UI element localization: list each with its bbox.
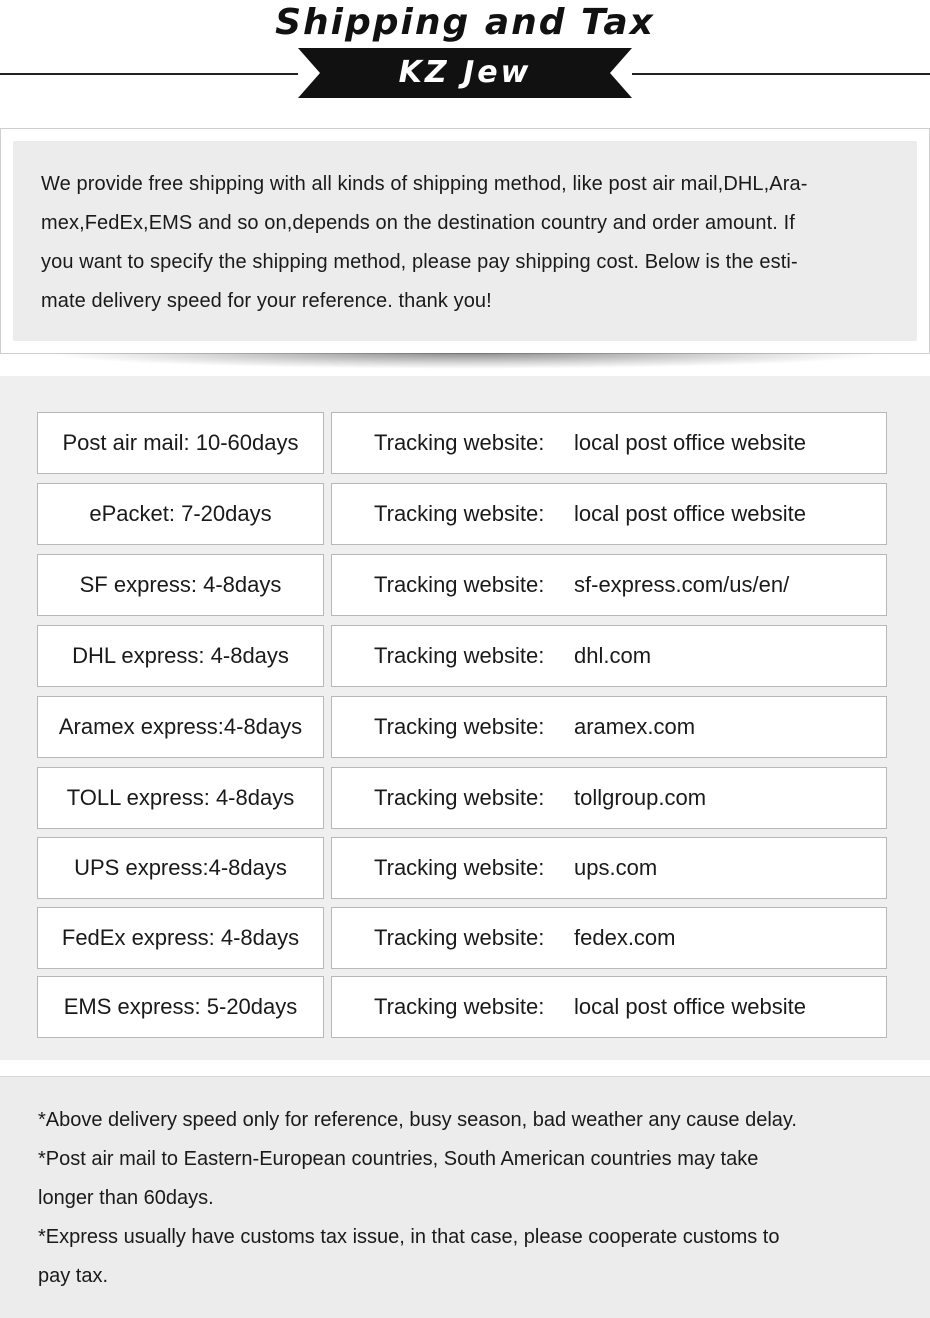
- shipping-method: SF express: 4-8days: [37, 554, 324, 616]
- shipping-method: UPS express:4-8days: [37, 837, 324, 899]
- tracking-cell: [331, 554, 887, 616]
- tracking-website: local post office website: [574, 994, 806, 1019]
- tracking-label: Tracking website:: [374, 994, 545, 1019]
- tracking-website: ups.com: [574, 855, 658, 880]
- tracking-label: Tracking website:: [374, 643, 545, 668]
- intro-inner: [13, 141, 917, 341]
- note-line: pay tax.: [38, 1265, 109, 1287]
- tracking-label: Tracking website:: [374, 855, 545, 880]
- tracking-label: Tracking website:: [374, 714, 545, 739]
- note-line: *Post air mail to Eastern-European countries, South American countries may take: [38, 1148, 759, 1170]
- tracking-cell: [331, 837, 887, 899]
- tracking-website: local post office website: [574, 501, 806, 526]
- shipping-method: Post air mail: 10-60days: [37, 412, 324, 474]
- tracking-website: aramex.com: [574, 714, 696, 739]
- tracking-cell: [331, 412, 887, 474]
- shipping-table: [0, 376, 930, 1060]
- tracking-cell: [331, 767, 887, 829]
- intro-line: We provide free shipping with all kinds of shipping method, like post air mail,DHL,Ara-: [41, 173, 808, 195]
- tracking-cell: [331, 907, 887, 969]
- shipping-method: ePacket: 7-20days: [37, 483, 324, 545]
- tracking-website: fedex.com: [574, 925, 676, 950]
- note-line: *Express usually have customs tax issue, in that case, please cooperate customs to: [38, 1226, 780, 1248]
- page-title: Shipping and Tax: [275, 2, 655, 43]
- header-divider-right: [632, 73, 930, 75]
- notes-box: [0, 1076, 930, 1318]
- shipping-method: EMS express: 5-20days: [37, 976, 324, 1038]
- intro-line: mex,FedEx,EMS and so on,depends on the destination country and order amount. If: [41, 212, 795, 234]
- note-line: longer than 60days.: [38, 1187, 214, 1209]
- intro-line: you want to specify the shipping method, please pay shipping cost. Below is the esti-: [41, 251, 798, 273]
- tracking-cell: [331, 696, 887, 758]
- note-line: *Above delivery speed only for reference, busy season, bad weather any cause delay.: [38, 1109, 797, 1131]
- tracking-cell: [331, 483, 887, 545]
- shipping-method: Aramex express:4-8days: [37, 696, 324, 758]
- tracking-cell: [331, 976, 887, 1038]
- shipping-method: FedEx express: 4-8days: [37, 907, 324, 969]
- tracking-label: Tracking website:: [374, 501, 545, 526]
- tracking-website: local post office website: [574, 430, 806, 455]
- header-divider-left: [0, 73, 298, 75]
- intro-box: [0, 128, 930, 354]
- ribbon-text: KZ Jew: [398, 55, 532, 90]
- tracking-label: Tracking website:: [374, 572, 545, 597]
- tracking-label: Tracking website:: [374, 430, 545, 455]
- tracking-cell: [331, 625, 887, 687]
- intro-line: mate delivery speed for your reference. thank you!: [41, 290, 492, 312]
- section-shadow: [40, 353, 890, 369]
- tracking-label: Tracking website:: [374, 785, 545, 810]
- tracking-label: Tracking website:: [374, 925, 545, 950]
- shipping-method: DHL express: 4-8days: [37, 625, 324, 687]
- tracking-website: sf-express.com/us/en/: [574, 572, 790, 597]
- shipping-method: TOLL express: 4-8days: [37, 767, 324, 829]
- tracking-website: tollgroup.com: [574, 785, 707, 810]
- tracking-website: dhl.com: [574, 643, 652, 668]
